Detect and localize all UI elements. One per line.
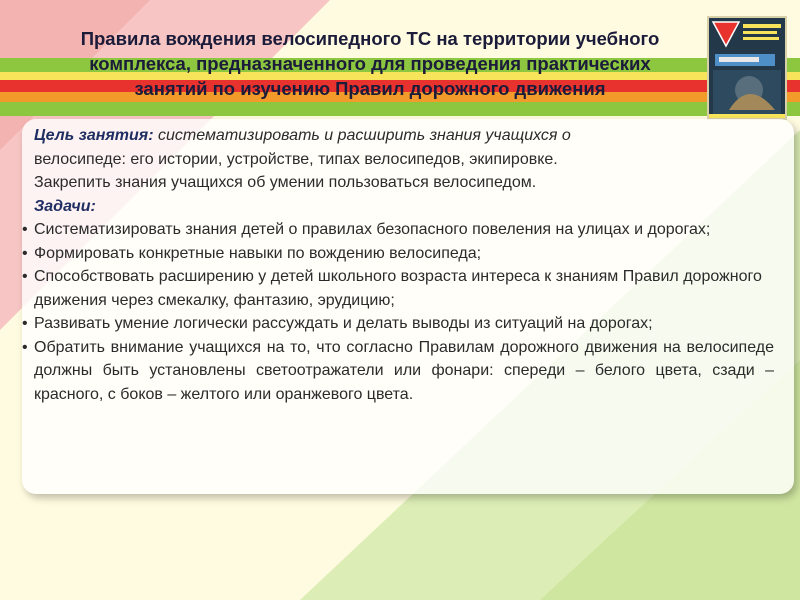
task-item: • Систематизировать знания детей о правилах безопасного повеления на улицах и дорогах; (22, 218, 774, 242)
task-item: • Формировать конкретные навыки по вождению велосипеда; (22, 242, 774, 266)
tasks-header (22, 195, 774, 219)
goal-text-line-2: велосипеде: его истории, устройстве, типах велосипедов, экипировке. (34, 150, 558, 168)
task-item: • Обратить внимание учащихся на то, что согласно Правилам дорожного движения на велосипеде должны быть установлены светоотражатели или фонари: спереди – белого цвета, сзади – красного, с боков – желтого или оранжевого цвета. (22, 336, 774, 407)
book-cover-image (707, 16, 787, 120)
page-title (20, 26, 720, 101)
book-cover-icon (709, 18, 785, 118)
goal-text-italic: систематизировать и расширить знания учащихся о (153, 127, 571, 144)
title-line-3: занятий по изучению Правил дорожного движения (134, 78, 606, 99)
stripe-green-bottom (0, 102, 800, 116)
tasks-label: Задачи: (34, 197, 96, 215)
task-item: • Способствовать расширению у детей школьного возраста интереса к знаниям Правил дорожного движения через смекалку, фантазию, эрудицию; (22, 265, 774, 312)
title-line-1: Правила вождения велосипедного ТС на территории учебного (80, 28, 660, 49)
lesson-content (22, 124, 774, 406)
goal-label: Цель занятия: (34, 127, 154, 144)
task-item: • Развивать умение логически рассуждать и делать выводы из ситуаций на дорогах; (22, 312, 774, 336)
title-line-2: комплекса, предназначенного для проведения практических (89, 53, 651, 74)
goal-section (22, 124, 774, 195)
goal-text-line-3: Закрепить знания учащихся об умении пользоваться велосипедом. (34, 174, 537, 191)
